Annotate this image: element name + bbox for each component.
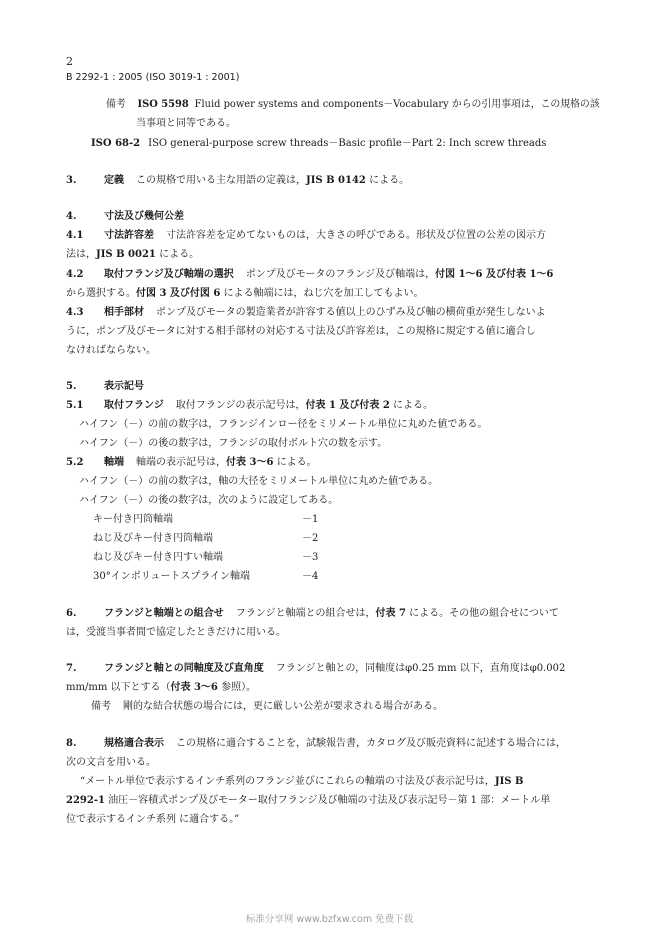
code-value-2: －2: [302, 533, 319, 544]
section-4-2-text-2b: による軸端には，ねじ穴を加工してもよい。: [220, 288, 424, 299]
section-6-number: 6.: [66, 608, 77, 619]
section-7-ref: 付表 3～6: [170, 682, 218, 693]
section-4-1-text-1: 寸法許容差を定めてないものは，大きさの呼びである。形状及び位置の公差の図示方: [166, 230, 546, 241]
remark-line-2: 当事項と同等である。: [136, 118, 236, 129]
section-4-1-number: 4.1: [66, 230, 84, 241]
section-5-2-line-3: ハイフン（－）の後の数字は，次のように設定してある。: [79, 495, 339, 506]
remark-label: 備考: [106, 99, 126, 110]
section-8-quote-line-1: [80, 775, 523, 789]
section-4-3-line-3: なければならない。: [66, 345, 156, 356]
section-5-heading: [66, 380, 144, 394]
section-5-2-text-b: による。: [273, 457, 317, 468]
section-4-2-ref-2: 付図 3 及び付図 6: [136, 288, 221, 299]
section-4-number: 4.: [66, 211, 77, 222]
section-4-1-line-1: [66, 229, 546, 243]
section-4-3-line-2: うに，ポンプ及びモータに対する相手部材の対応する寸法及び許容差は，この規格に規定する値に適合し: [66, 326, 536, 337]
section-4-3-text-1: ポンプ及びモータの製造業者が許容する値以上のひずみ及び軸の横荷重が発生しないよ: [156, 307, 546, 318]
section-5-2-line-1: [66, 456, 317, 470]
section-5-2-text-a: 軸端の表示記号は，: [136, 457, 226, 468]
section-7-remark: [91, 700, 443, 714]
code-label-1: キー付き円筒軸端: [93, 514, 173, 525]
section-4-2-line-2: [66, 287, 424, 301]
section-6-line-1: [66, 607, 559, 621]
section-5-title: 表示記号: [104, 381, 144, 392]
footer-watermark: 标准分享网 www.bzfxw.com 免费下载: [245, 914, 414, 925]
section-6-text-1b: による。その他の組合せについて: [405, 608, 559, 619]
section-4-3-number: 4.3: [66, 307, 84, 318]
code-value-1: －1: [302, 514, 319, 525]
section-4-2-text-1a: ポンプ及びモータのフランジ及び軸端は，: [245, 269, 436, 280]
section-5-1-line-1: [66, 399, 433, 413]
section-7-remark-text: 剛的な結合状態の場合には，更に厳しい公差が要求される場合がある。: [123, 701, 443, 712]
code-label-4: 30°インボリュートスプライン軸端: [93, 571, 251, 582]
section-5-1-line-3: ハイフン（－）の後の数字は，フランジの取付ボルト穴の数を示す。: [79, 438, 388, 449]
standard-identifier: B 2292-1 : 2005 (ISO 3019-1 : 2001): [66, 72, 240, 83]
section-5-2-ref: 付表 3～6: [226, 457, 274, 468]
remark-line-1: [106, 98, 600, 112]
section-3-text-a: この規格で用いる主な用語の定義は，: [136, 175, 306, 186]
section-4-heading: [66, 210, 184, 224]
section-4-3-title: 相手部材: [104, 307, 144, 318]
section-7-title: フランジと軸との同軸度及び直角度: [104, 663, 264, 674]
section-3-text-b: による。: [365, 175, 410, 186]
section-4-2-ref-1: 付図 1～6 及び付表 1～6: [435, 269, 554, 280]
section-5-2-line-2: ハイフン（－）の前の数字は，軸の大径をミリメートル単位に丸めた値である。: [79, 476, 439, 487]
section-8-line-1: [66, 737, 566, 751]
section-3: [66, 174, 409, 188]
iso68-text: ISO general-purpose screw threads－Basic profile－Part 2: Inch screw threads: [148, 138, 547, 149]
code-label-3: ねじ及びキー付き円すい軸端: [93, 552, 223, 563]
section-8-quote-ref-2: 2292-1: [66, 795, 105, 806]
section-5-1-line-2: ハイフン（－）の前の数字は，フランジインロー径をミリメートル単位に丸めた値である。: [79, 419, 488, 430]
section-7-line-2: [66, 681, 256, 695]
section-6-title: フランジと軸端との組合せ: [104, 608, 224, 619]
code-label-2: ねじ及びキー付き円筒軸端: [93, 533, 213, 544]
section-7-remark-label: 備考: [91, 701, 111, 712]
section-4-1-text-2a: 法は，: [66, 249, 96, 260]
page-number: 2: [66, 55, 73, 68]
section-5-2-number: 5.2: [66, 457, 84, 468]
section-5-1-number: 5.1: [66, 400, 84, 411]
remark-iso-ref: ISO 5598: [137, 99, 189, 110]
section-5-1-text-b: による。: [389, 400, 434, 411]
section-4-2-text-2a: から選択する。: [66, 288, 136, 299]
section-5-1-title: 取付フランジ: [104, 400, 164, 411]
section-4-2-number: 4.2: [66, 269, 84, 280]
code-value-4: －4: [302, 571, 319, 582]
section-4-2-title: 取付フランジ及び軸端の選択: [104, 269, 234, 280]
section-8-quote-line-2: [66, 794, 550, 808]
section-6-text-1a: フランジと軸端との組合せは，: [235, 608, 376, 619]
section-7-text-2a: mm/mm 以下とする（: [66, 682, 171, 693]
section-4-title: 寸法及び幾何公差: [104, 211, 184, 222]
section-4-1-title: 寸法許容差: [104, 230, 154, 241]
section-8-text-1: この規格に適合することを，試験報告書，カタログ及び販売資料に記述する場合には，: [176, 738, 566, 749]
section-8-quote-ref-1: JIS B: [494, 776, 524, 787]
section-8-quote-1a: “メートル単位で表示するインチ系列のフランジ並びにこれらの軸端の寸法及び表示記号は，: [80, 776, 495, 787]
section-3-number: 3.: [66, 175, 77, 186]
section-6-line-2: は，受渡当事者間で協定したときだけに用いる。: [66, 627, 286, 638]
section-8-quote-2a: 油圧－容積式ポンプ及びモーター取付フランジ及び軸端の寸法及び表示記号－第 1 部：メートル単: [104, 795, 551, 806]
section-8-title: 規格適合表示: [104, 738, 164, 749]
section-4-1-text-2b: による。: [155, 249, 200, 260]
section-3-title: 定義: [104, 175, 124, 186]
section-5-2-title: 軸端: [104, 457, 124, 468]
section-4-2-line-1: [66, 268, 553, 282]
section-6-ref: 付表 7: [375, 608, 406, 619]
section-5-number: 5.: [66, 381, 77, 392]
section-4-1-ref: JIS B 0021: [96, 249, 156, 260]
section-5-1-text-a: 取付フランジの表示記号は，: [175, 400, 306, 411]
section-7-text-2b: 参照）。: [217, 682, 257, 693]
section-8-quote-line-3: 位で表示するインチ系列 に適合する。”: [66, 814, 240, 825]
section-4-1-line-2: [66, 248, 199, 262]
iso68-line: [91, 137, 546, 151]
iso68-code: ISO 68-2: [91, 138, 141, 149]
section-8-line-2: 次の文言を用いる。: [66, 757, 156, 768]
section-7-line-1: [66, 662, 565, 676]
section-7-text-1: フランジと軸との，同軸度はφ0.25 mm 以下，直角度はφ0.002: [275, 663, 566, 674]
remark-text-1: Fluid power systems and components－Vocabulary からの引用事項は，この規格の該: [194, 99, 600, 110]
section-7-number: 7.: [66, 663, 77, 674]
section-4-3-line-1: [66, 306, 546, 320]
section-8-number: 8.: [66, 738, 77, 749]
code-value-3: －3: [302, 552, 319, 563]
section-5-1-ref: 付表 1 及び付表 2: [305, 400, 390, 411]
section-3-ref: JIS B 0142: [306, 175, 366, 186]
